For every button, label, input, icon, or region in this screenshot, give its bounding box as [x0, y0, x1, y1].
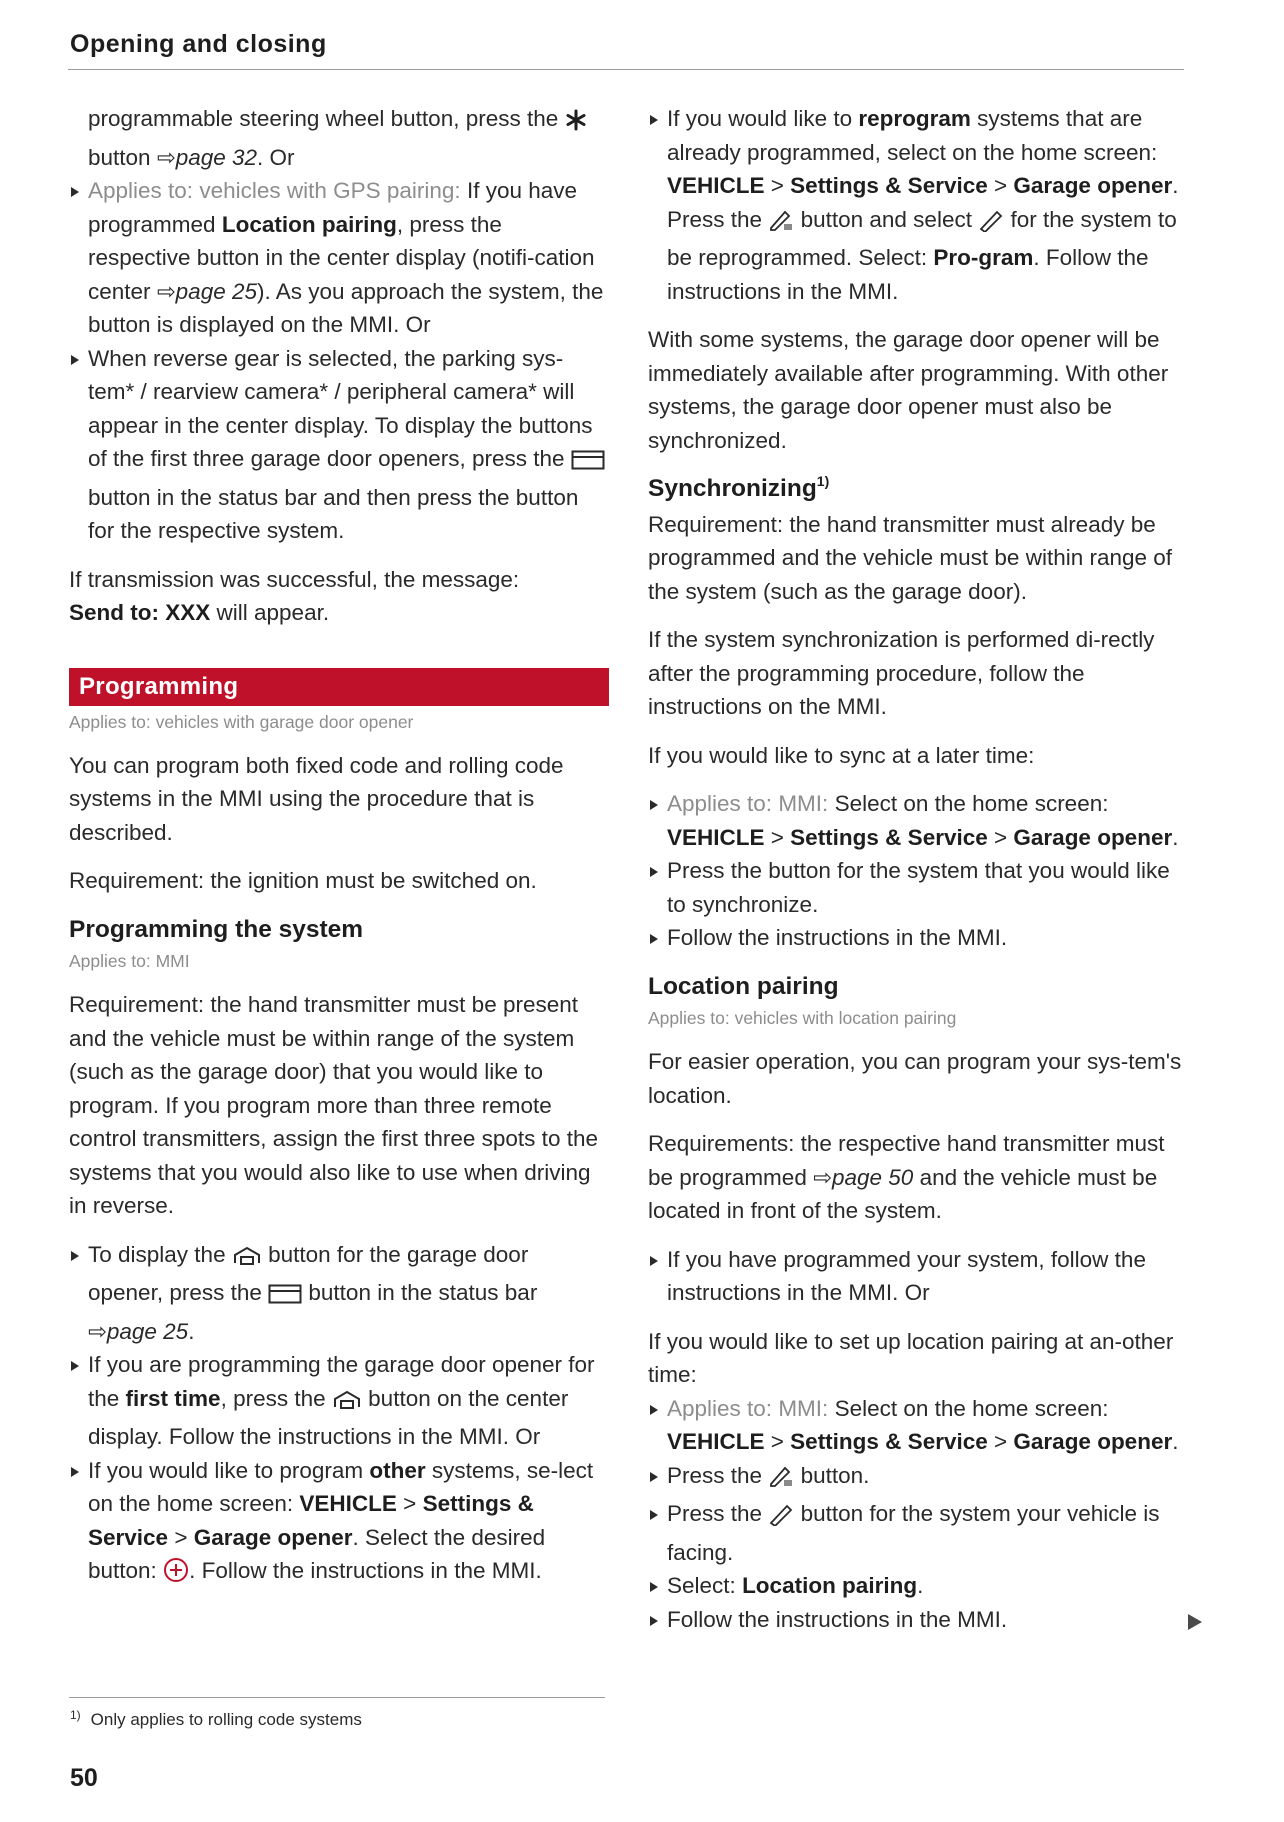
page-ref-link[interactable]: page 50	[831, 1164, 914, 1190]
list-item-location-select: Applies to: MMI: Select on the home screen: VEHICLE > Settings & Service > Garage opener.	[648, 1392, 1188, 1459]
add-circle-icon	[163, 1557, 189, 1593]
page-number: 50	[70, 1764, 98, 1792]
heading-applies: Applies to: MMI	[69, 951, 190, 971]
program-paragraph: You can program both fixed code and rolling code systems in the MMI using the procedure that is described.	[69, 752, 564, 845]
list-item-location-press-pencil: Press the button for the system your vehicle is facing.	[648, 1497, 1188, 1569]
sync-later-paragraph: If you would like to sync at a later time:	[648, 742, 1035, 768]
heading-location-pairing: Location pairing	[648, 972, 839, 1000]
list-item-sync-follow: Follow the instructions in the MMI.	[648, 921, 1188, 955]
list-item-display-button: To display the button for the garage door opener, press the button in the status bar ⇨page 25.	[69, 1238, 609, 1349]
heading-synchronizing: Synchronizing$^{1)}$	[648, 473, 830, 502]
list-item-location-select-pairing: Select: Location pairing.	[648, 1569, 1188, 1603]
header-divider	[68, 69, 1184, 70]
requirement-paragraph: Requirement: the hand transmitter must be present and the vehicle must be within range of the system (such as the garage door) that you would like to program. If you program more than three remote control transmitters, assign the first three spots to the systems that you would also like to use when driving in reverse.	[69, 992, 598, 1218]
footnote: $^{1)}$ Only applies to rolling code systems	[70, 1708, 362, 1729]
garage-icon	[332, 1387, 362, 1421]
ignition-paragraph: Requirement: the ignition must be switched on.	[69, 868, 537, 893]
asterisk-icon	[565, 107, 587, 141]
edit-list-icon	[768, 1464, 794, 1498]
heading-applies: Applies to: vehicles with location pairing	[648, 1008, 957, 1028]
location-easier-paragraph: For easier operation, you can program your sys-tem's location.	[648, 1049, 1182, 1108]
status-bar-icon	[268, 1281, 302, 1315]
continue-arrow-icon	[1188, 1614, 1202, 1630]
pencil-icon	[978, 208, 1004, 242]
arrow-ref-icon: ⇨	[88, 1318, 107, 1344]
page-ref-link[interactable]: page 25	[175, 278, 258, 304]
arrow-ref-icon: ⇨	[156, 278, 176, 304]
page-ref-link[interactable]: page 25	[106, 1318, 189, 1344]
list-item-reverse-gear: When reverse gear is selected, the parking sys-tem* / rearview camera* / peripheral camera* will appear in the center display. To display the buttons of the first three garage door openers, press the button in the status bar and then press the button for the respective system.	[69, 342, 609, 548]
list-item-first-time: If you are programming the garage door opener for the first time, press the button on the center display. Follow the instructions in the MMI. Or	[69, 1348, 609, 1454]
section-banner-programming: Programming	[69, 668, 609, 706]
page-ref-link[interactable]: page 32	[175, 144, 258, 170]
location-other-time-paragraph: If you would like to set up location pairing at an-other time:	[648, 1328, 1174, 1387]
list-item-gps-pairing: Applies to: vehicles with GPS pairing: If you have programmed Location pairing, press the respective button in the center display (notifi-cation center ⇨page 25). As you approach the system, the button is displayed on the MMI. Or	[69, 174, 609, 342]
edit-list-icon	[768, 208, 794, 242]
status-bar-icon	[571, 447, 605, 481]
pencil-icon	[768, 1502, 794, 1536]
list-item-location-press-edit: Press the button.	[648, 1459, 1188, 1498]
left-column	[69, 102, 609, 1608]
transmission-paragraph: If transmission was successful, the message: Send to: XXX will appear.	[69, 566, 520, 625]
location-requirement-paragraph: Requirements: the respective hand transmitter must be programmed ⇨page 50 and the vehicle must be located in front of the system.	[648, 1131, 1165, 1223]
sync-direct-paragraph: If the system synchronization is performed di-rectly after the programming procedure, follow the instructions on the MMI.	[648, 627, 1155, 719]
list-item-other-systems: If you would like to program other systems, se-lect on the home screen: VEHICLE > Settings & Service > Garage opener. Select the desired button: . Follow the instructions in the MMI.	[69, 1454, 609, 1593]
arrow-ref-icon: ⇨	[813, 1164, 832, 1190]
arrow-ref-icon: ⇨	[156, 144, 176, 170]
garage-icon	[232, 1243, 262, 1277]
list-item-steering-wheel: programmable steering wheel button, press the button ⇨page 32. Or	[69, 102, 609, 174]
right-column	[648, 102, 1188, 1651]
footnote-divider	[69, 1697, 605, 1698]
heading-programming-system: Programming the system	[69, 915, 364, 943]
footnote-marker: 1)	[816, 473, 830, 489]
list-item-sync-press: Press the button for the system that you would like to synchronize.	[648, 854, 1188, 921]
list-item-sync-select: Applies to: MMI: Select on the home screen: VEHICLE > Settings & Service > Garage opener.	[648, 787, 1188, 854]
list-item-if-programmed: If you have programmed your system, follow the instructions in the MMI. Or	[648, 1243, 1188, 1310]
sync-requirement-paragraph: Requirement: the hand transmitter must already be programmed and the vehicle must be within range of the system (such as the garage door).	[648, 511, 1173, 604]
list-item-reprogram: If you would like to reprogram systems that are already programmed, select on the home screen: VEHICLE > Settings & Service > Garage opener. Press the button and select for the system to be reprogrammed. Select: Pro-gram. Follow the instructions in the MMI.	[648, 102, 1188, 308]
section-applies: Applies to: vehicles with garage door opener	[69, 711, 414, 732]
some-systems-paragraph: With some systems, the garage door opener will be immediately available after programming. With other systems, the garage door opener must also be synchronized.	[648, 327, 1169, 453]
list-item-location-follow: Follow the instructions in the MMI.	[648, 1603, 1188, 1637]
page-header-title: Opening and closing	[70, 30, 327, 58]
